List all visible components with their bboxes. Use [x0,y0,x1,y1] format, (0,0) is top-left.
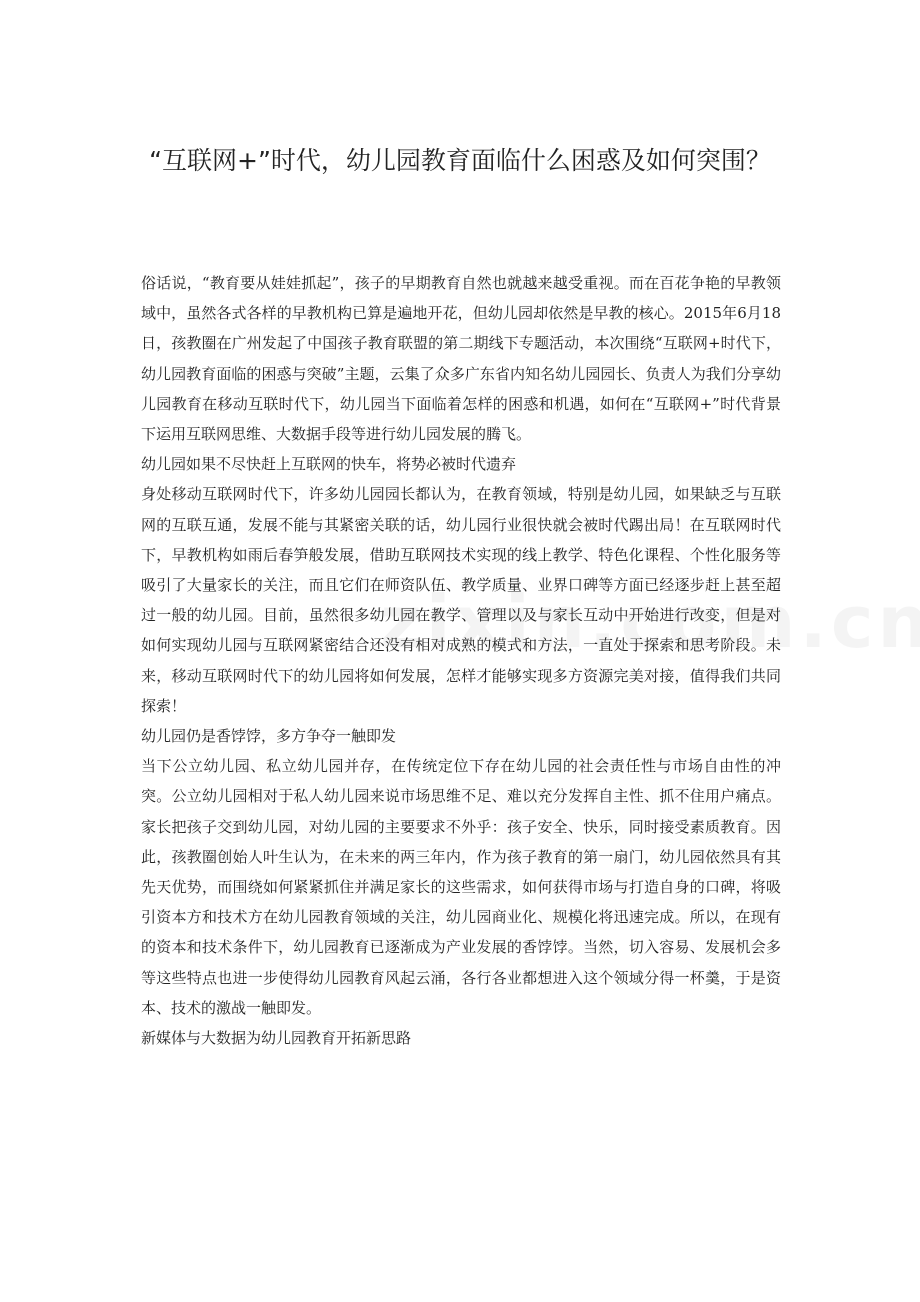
section-heading-3: 新媒体与大数据为幼儿园教育开拓新思路 [141,1029,412,1048]
section-2-paragraph: 当下公立幼儿园、私立幼儿园并存，在传统定位下存在幼儿园的社会责任性与市场自由性的冲突。公立幼儿园相对于私人幼儿园来说市场思维不足、难以充分发挥自主性、抓不住用户痛点。家长把孩子交到幼儿园，对幼儿园的主要要求不外乎：孩子安全、快乐，同时接受素质教育。因此，孩教圈创始人叶生认为，在未来的两三年内，作为孩子教育的第一扇门，幼儿园依然具有其先天优势，而围绕如何紧紧抓住并满足家长的这些需求，如何获得市场与打造自身的口碑，将吸引资本方和技术方在幼儿园教育领域的关注，幼儿园商业化、规模化将迅速完成。所以，在现有的资本和技术条件下，幼儿园教育已逐渐成为产业发展的香饽饽。当然，切入容易、发展机会多等这些特点也进一步使得幼儿园教育风起云涌，各行各业都想进入这个领域分得一杯羹，于是资本、技术的激战一触即发。 [141,757,781,1017]
intro-paragraph: 俗话说，“教育要从娃娃抓起”，孩子的早期教育自然也就越来越受重视。而在百花争艳的早教领域中，虽然各式各样的早教机构已算是遍地开花，但幼儿园却依然是早教的核心。2015年6月18日，孩教圈在广州发起了中国孩子教育联盟的第二期线下专题活动，本次围绕“互联网+时代下，幼儿园教育面临的困惑与突破”主题，云集了众多广东省内知名幼儿园园长、负责人为我们分享幼儿园教育在移动互联时代下，幼儿园当下面临着怎样的困惑和机遇，如何在“互联网+”时代背景下运用互联网思维、大数据手段等进行幼儿园发展的腾飞。 [141,274,781,444]
document-title: “互联网+”时代，幼儿园教育面临什么困惑及如何突围？ [149,146,771,175]
section-1-paragraph: 身处移动互联网时代下，许多幼儿园园长都认为，在教育领域，特别是幼儿园，如果缺乏与互联网的互联互通，发展不能与其紧密关联的话，幼儿园行业很快就会被时代踢出局！在互联网时代下，早教机构如雨后春笋般发展，借助互联网技术实现的线上教学、特色化课程、个性化服务等吸引了大量家长的关注，而且它们在师资队伍、教学质量、业界口碑等方面已经逐步赶上甚至超过一般的幼儿园。目前，虽然很多幼儿园在教学、管理以及与家长互动中开始进行改变，但是对如何实现幼儿园与互联网紧密结合还没有相对成熟的模式和方法，一直处于探索和思考阶段。未来，移动互联网时代下的幼儿园将如何发展，怎样才能够实现多方资源完美对接，值得我们共同探索！ [141,485,781,715]
section-heading-1: 幼儿园如果不尽快赶上互联网的快车，将势必被时代遗弃 [141,455,517,474]
section-heading-2: 幼儿园仍是香饽饽，多方争夺一触即发 [141,727,397,746]
document-body [141,268,781,1053]
